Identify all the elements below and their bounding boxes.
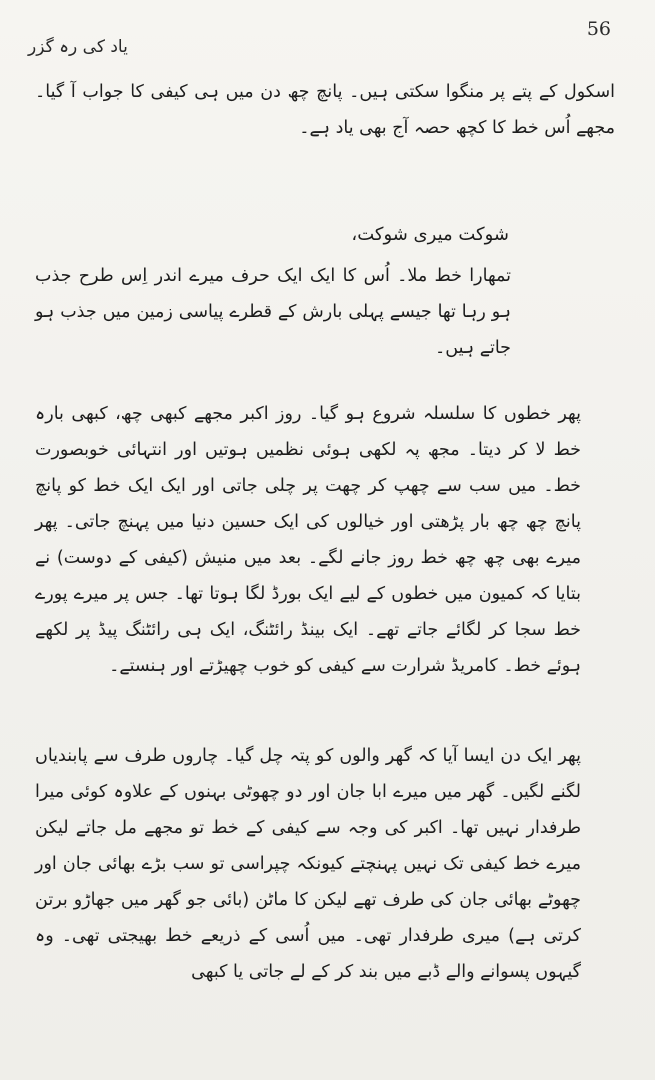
quoted-letter — [35, 258, 615, 366]
letter-text: تمھارا خط ملا۔ اُس کا ایک ایک حرف میرے اندر اِس طرح جذب ہو رہا تھا جیسے پہلی بارش کے قطرے پیاسی زمین میں جذب ہو جاتے ہیں۔ — [35, 266, 511, 358]
running-title: یاد کی رہ گزر — [28, 37, 128, 57]
letter-salutation: شوکت میری شوکت، — [351, 224, 509, 245]
paragraph-text: اسکول کے پتے پر منگوا سکتی ہیں۔ پانچ چھ دن میں ہی کیفی کا جواب آ گیا۔ مجھے اُس خط کا کچھ حصہ آج بھی یاد ہے۔ — [35, 82, 615, 138]
paragraph-family — [35, 738, 615, 990]
page-number: 56 — [586, 18, 611, 40]
paragraph-text: پھر ایک دن ایسا آیا کہ گھر والوں کو پتہ چل گیا۔ چاروں طرف سے پابندیاں لگنے لگیں۔ گھر میں میرے ابا جان اور دو چھوٹی بہنوں کے علاوہ کوئی میرا طرفدار نہیں تھا۔ اکبر کی وجہ سے کیفی کے خط تو مجھے مل جاتے لیکن میرے خط کیفی تک نہیں پہنچتے کیونکہ چپراسی تو سب بڑے بھائی جان اور چھوٹے بھائی جان کی طرف تھے لیکن کا ماٹن (بائی جو گھر میں جھاڑو برتن کرتی ہے) میری طرفدار تھی۔ میں اُسی کے ذریعے خط بھیجتی تھی۔ وہ گیہوں پسوانے والے ڈبے میں بند کر کے لے جاتی یا کبھی — [35, 746, 581, 982]
paragraph-text: پھر خطوں کا سلسلہ شروع ہو گیا۔ روز اکبر مجھے کبھی چھ، کبھی بارہ خط لا کر دیتا۔ مجھ پہ لکھی ہوئی نظمیں ہوتیں اور انتہائی خوبصورت خط۔ میں سب سے چھپ کر چھت پر چلی جاتی اور ایک ایک خط کو پانچ پانچ چھ چھ بار پڑھتی اور خیالوں کی ایک حسین دنیا میں پہنچ جاتی۔ پھر میرے بھی چھ چھ خط روز جانے لگے۔ بعد میں منیش (کیفی کے دوست) نے بتایا کہ کمیون میں خطوں کے لیے ایک بورڈ لگا ہوتا تھا۔ جس پر میرے پورے خط سجا کر لگائے جاتے تھے۔ ایک بینڈ رائٹنگ، ایک ہی رائٹنگ پیڈ پر لکھے ہوئے خط۔ کامریڈ شرارت سے کیفی کو خوب چھیڑتے اور ہنستے۔ — [35, 404, 581, 676]
paragraph-intro — [35, 74, 615, 146]
paragraph-letters — [35, 396, 615, 684]
